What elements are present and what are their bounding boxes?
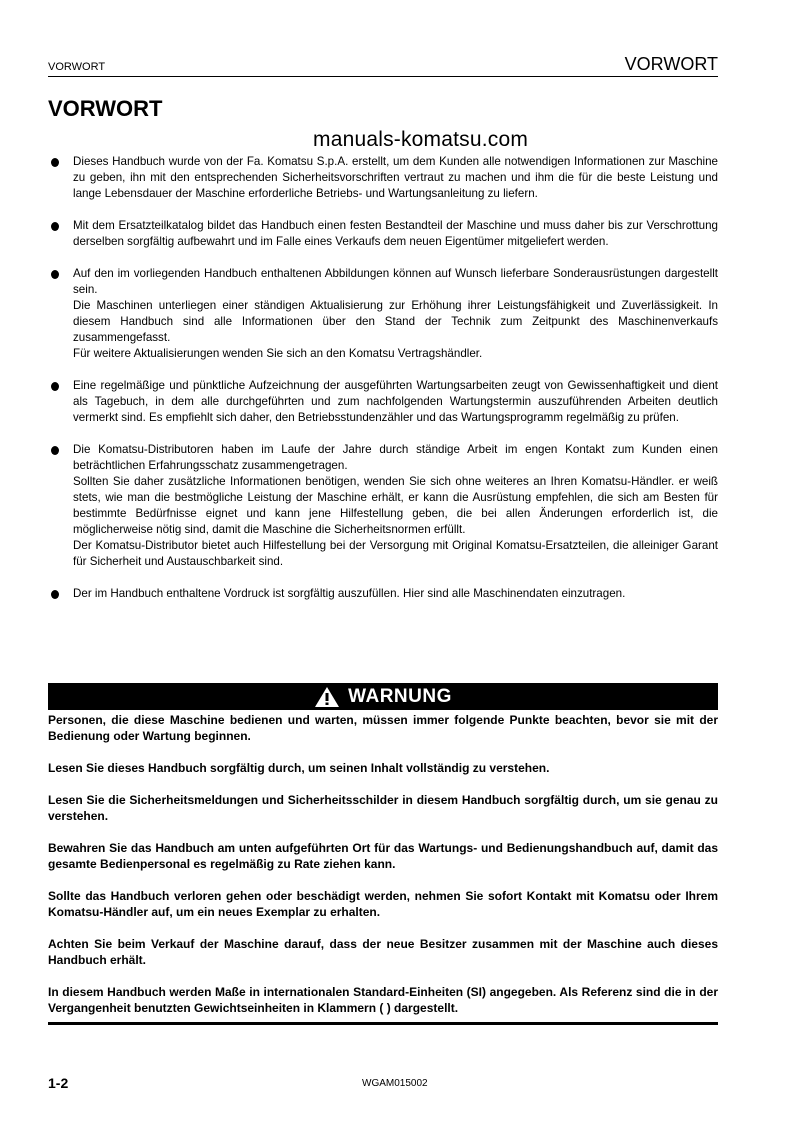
bullet-list [48, 154, 718, 618]
list-item [48, 266, 718, 362]
warning-paragraph: In diesem Handbuch werden Maße in internationalen Standard-Einheiten (SI) angegeben. Als Referenz sind die in der Vergangenheit benutzten Gewichtseinheiten in Klammern ( ) dargestellt. [48, 985, 718, 1015]
list-item [48, 218, 718, 250]
list-item [48, 442, 718, 570]
bullet-icon [51, 270, 59, 279]
bullet-icon [51, 158, 59, 167]
warning-label: WARNUNG [348, 685, 452, 707]
document-code: WGAM015002 [362, 1078, 428, 1089]
paragraph: Die Maschinen unterliegen einer ständigen Aktualisierung zur Erhöhung ihrer Leistungsfähigkeit und Zuverlässigkeit. In diesem Handbuch sind alle Informationen über den Stand der Technik zum Zeitpunkt des Maschinenverkaufs zusammengefasst. [73, 299, 718, 344]
paragraph: Auf den im vorliegenden Handbuch enthaltenen Abbildungen können auf Wunsch lieferbare Sonderausrüstungen dargestellt sein. [73, 267, 718, 296]
warning-paragraph: Achten Sie beim Verkauf der Maschine darauf, dass der neue Besitzer zusammen mit der Maschine auch dieses Handbuch erhält. [48, 937, 718, 967]
list-item [48, 154, 718, 202]
paragraph: Mit dem Ersatzteilkatalog bildet das Handbuch einen festen Bestandteil der Maschine und muss daher bis zur Verschrottung derselben sorgfältig aufbewahrt und im Falle eines Verkaufs dem neuen Eigentümer mitgeliefert werden. [73, 219, 718, 248]
paragraph: Sollten Sie daher zusätzliche Informationen benötigen, wenden Sie sich ohne weiteres an Ihren Komatsu-Händler. er weiß stets, wie man die bestmögliche Leistung der Maschine erhält, er kann die Ausrüstung empfehlen, die sich am Besten für bestimmte Bedürfnisse eignet und kann jene Hilfestellung geben, die bei allen Änderungen erforderlich ist, die möglicherweise nötig sind, damit die Maschine die Sicherheitsnormen erfüllt. [73, 475, 718, 536]
warning-body [48, 712, 718, 1032]
running-header-right: VORWORT [624, 54, 718, 74]
running-header-left: VORWORT [48, 61, 106, 73]
header-divider [48, 76, 718, 77]
warning-triangle-icon [314, 686, 340, 708]
page-number: 1-2 [48, 1075, 69, 1091]
watermark: manuals-komatsu.com [313, 128, 529, 151]
warning-bottom-rule [48, 1022, 718, 1025]
warning-banner [48, 683, 718, 710]
list-item [48, 586, 718, 602]
bullet-icon [51, 222, 59, 231]
warning-paragraph: Bewahren Sie das Handbuch am unten aufgeführten Ort für das Wartungs- und Bedienungshandbuch auf, damit das gesamte Bedienpersonal es regelmäßig zu Rate ziehen kann. [48, 841, 718, 871]
warning-paragraph: Lesen Sie die Sicherheitsmeldungen und Sicherheitsschilder in diesem Handbuch sorgfältig durch, um sie genau zu verstehen. [48, 793, 718, 823]
page-title: VORWORT [48, 96, 163, 121]
warning-paragraph: Personen, die diese Maschine bedienen und warten, müssen immer folgende Punkte beachten, bevor sie mit der Bedienung oder Wartung beginnen. [48, 713, 718, 743]
bullet-icon [51, 446, 59, 455]
warning-paragraph: Sollte das Handbuch verloren gehen oder beschädigt werden, nehmen Sie sofort Kontakt mit Komatsu oder Ihrem Komatsu-Händler auf, um ein neues Exemplar zu erhalten. [48, 889, 718, 919]
paragraph: Eine regelmäßige und pünktliche Aufzeichnung der ausgeführten Wartungsarbeiten zeugt von Gewissenhaftigkeit und dient als Tagebuch, in dem alle durchgeführten und zum nachfolgenden Wartungstermin auszuführenden Arbeiten deutlich vermerkt sind. Es empfiehlt sich daher, den Betriebsstundenzähler und das Wartungsprogramm regelmäßig zu prüfen. [73, 379, 718, 424]
paragraph: Der im Handbuch enthaltene Vordruck ist sorgfältig auszufüllen. Hier sind alle Maschinendaten einzutragen. [73, 587, 626, 600]
bullet-icon [51, 382, 59, 391]
list-item [48, 378, 718, 426]
paragraph: Die Komatsu-Distributoren haben im Laufe der Jahre durch ständige Arbeit im engen Kontakt zum Kunden einen beträchtlichen Erfahrungsschatz zusammengetragen. [73, 443, 718, 472]
bullet-icon [51, 590, 59, 599]
paragraph: Der Komatsu-Distributor bietet auch Hilfestellung bei der Versorgung mit Original Komatsu-Ersatzteilen, die alleiniger Garant für Sicherheit und Austauschbarkeit sind. [73, 539, 718, 568]
paragraph: Für weitere Aktualisierungen wenden Sie sich an den Komatsu Vertragshändler. [73, 347, 483, 360]
paragraph: Dieses Handbuch wurde von der Fa. Komatsu S.p.A. erstellt, um dem Kunden alle notwendigen Informationen zur Maschine zu geben, ihn mit den entsprechenden Sicherheitsvorschriften vertraut zu machen und ihm die für die beste Leistung und lange Lebensdauer der Maschine erforderliche Betriebs- und Wartungsanleitung zu liefern. [73, 155, 718, 200]
warning-paragraph: Lesen Sie dieses Handbuch sorgfältig durch, um seinen Inhalt vollständig zu verstehen. [48, 761, 550, 775]
